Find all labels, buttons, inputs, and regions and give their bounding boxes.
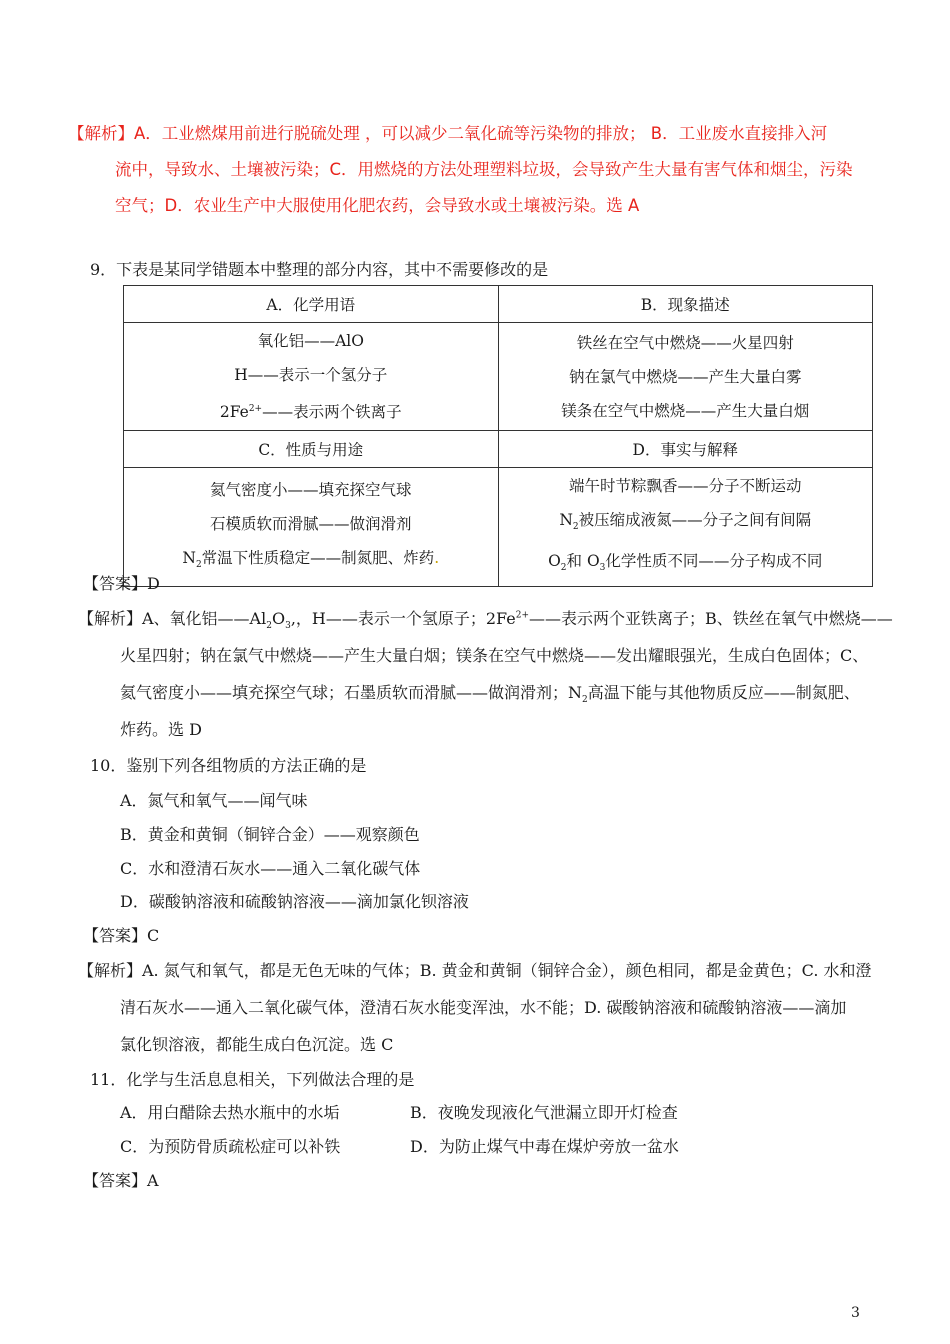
cell-line: $N_2$被压缩成液氮——分子之间有间隔 — [559, 511, 812, 533]
question-9-explanation-line: 炸药。选 D — [120, 720, 202, 739]
question-10-option: B．黄金和黄铜（铜锌合金）——观察颜色 — [120, 825, 420, 844]
cell-line: 氧化铝——AlO — [257, 332, 364, 350]
question-10-explanation-line: 清石灰水——通入二氧化碳气体，澄清石灰水能变浑浊，水不能；D. 碳酸钠溶液和硫酸钠溶液——滴加 — [120, 998, 847, 1017]
question-9-explanation-line: 【解析】A、氧化铝$——Al_2O_3$,，H——表示一个氢原子；$2Fe^{2+}——$表示两个亚铁离子；B、铁丝在氧气中燃烧—— — [78, 609, 893, 632]
cell-line: 钠在氯气中燃烧——产生大量白雾 — [568, 367, 802, 386]
cell-line: 氦气密度小——填充探空气球 — [209, 480, 412, 499]
question-11-option: A．用白醋除去热水瓶中的水垢 — [120, 1103, 340, 1122]
question-11-option: D．为防止煤气中毒在煤炉旁放一盆水 — [410, 1137, 679, 1156]
question-11-stem: 11．化学与生活息息相关，下列做法合理的是 — [90, 1070, 415, 1089]
cell-line: 铁丝在空气中燃烧——火星四射 — [576, 333, 794, 352]
question-10-explanation-line: 氯化钡溶液，都能生成白色沉淀。选 C — [120, 1035, 394, 1054]
question-9-table — [123, 285, 873, 587]
table-cell-a — [124, 323, 499, 431]
table-cell-c — [124, 468, 499, 587]
question-11-answer: 【答案】A — [83, 1171, 159, 1190]
top-analysis-line: 流中，导致水、土壤被污染；C．用燃烧的方法处理塑料垃圾，会导致产生大量有害气体和烟尘，污染 — [115, 160, 853, 179]
question-10-option: A．氮气和氧气——闻气味 — [120, 791, 308, 810]
cell-line: $O_2$和 $O_3$化学性质不同——分子构成不同 — [548, 552, 823, 574]
table-header-c: C．性质与用途 — [124, 431, 499, 468]
table-header-a: A．化学用语 — [124, 286, 499, 323]
table-header-b: B．现象描述 — [498, 286, 873, 323]
table-header-d: D．事实与解释 — [498, 431, 873, 468]
question-9-explanation-line: 氦气密度小——填充探空气球；石墨质软而滑腻——做润滑剂；$N_2$高温下能与其他物质反应——制氮肥、 — [120, 683, 860, 706]
question-11-option: B．夜晚发现液化气泄漏立即开灯检查 — [410, 1103, 678, 1122]
question-10-option: C．水和澄清石灰水——通入二氧化碳气体 — [120, 859, 421, 878]
cell-line: H——表示一个氢分子 — [234, 366, 388, 384]
question-9-stem: 9．下表是某同学错题本中整理的部分内容，其中不需要修改的是 — [90, 260, 549, 279]
question-9-explanation-line: 火星四射；钠在氯气中燃烧——产生大量白烟；镁条在空气中燃烧——发出耀眼强光，生成白色固体；C、 — [120, 646, 869, 665]
table-cell-b — [498, 323, 873, 431]
cell-line: 石模质软而滑腻——做润滑剂 — [209, 514, 412, 533]
table-cell-d — [498, 468, 873, 587]
top-analysis-line: 空气；D．农业生产中大服使用化肥农药，会导致水或土壤被污染。选 A — [115, 196, 640, 215]
cell-line: 端午时节粽飘香——分子不断运动 — [568, 477, 802, 496]
question-10-stem: 10．鉴别下列各组物质的方法正确的是 — [90, 756, 367, 775]
question-9-answer: 【答案】D — [83, 574, 160, 593]
top-analysis-line: 【解析】A．工业燃煤用前进行脱硫处理 ，可以减少二氧化硫等污染物的排放； B．工业废水直接排入河 — [68, 124, 828, 143]
cell-line: $2Fe^{2+}——$表示两个铁离子 — [219, 403, 402, 422]
cell-line: $N_2$常温下性质稳定——制氮肥、炸药. — [182, 548, 440, 570]
top-analysis — [68, 116, 883, 224]
page-number: 3 — [851, 1305, 860, 1321]
question-10-explanation-line: 【解析】A. 氮气和氧气，都是无色无味的气体；B. 黄金和黄铜（铜锌合金），颜色相同，都是金黄色；C. 水和澄 — [78, 961, 872, 980]
question-10-answer: 【答案】C — [83, 926, 160, 945]
cell-line: 镁条在空气中燃烧——产生大量白烟 — [561, 401, 810, 420]
question-11-option: C．为预防骨质疏松症可以补铁 — [120, 1137, 341, 1156]
question-10-option: D．碳酸钠溶液和硫酸钠溶液——滴加氯化钡溶液 — [120, 892, 469, 911]
